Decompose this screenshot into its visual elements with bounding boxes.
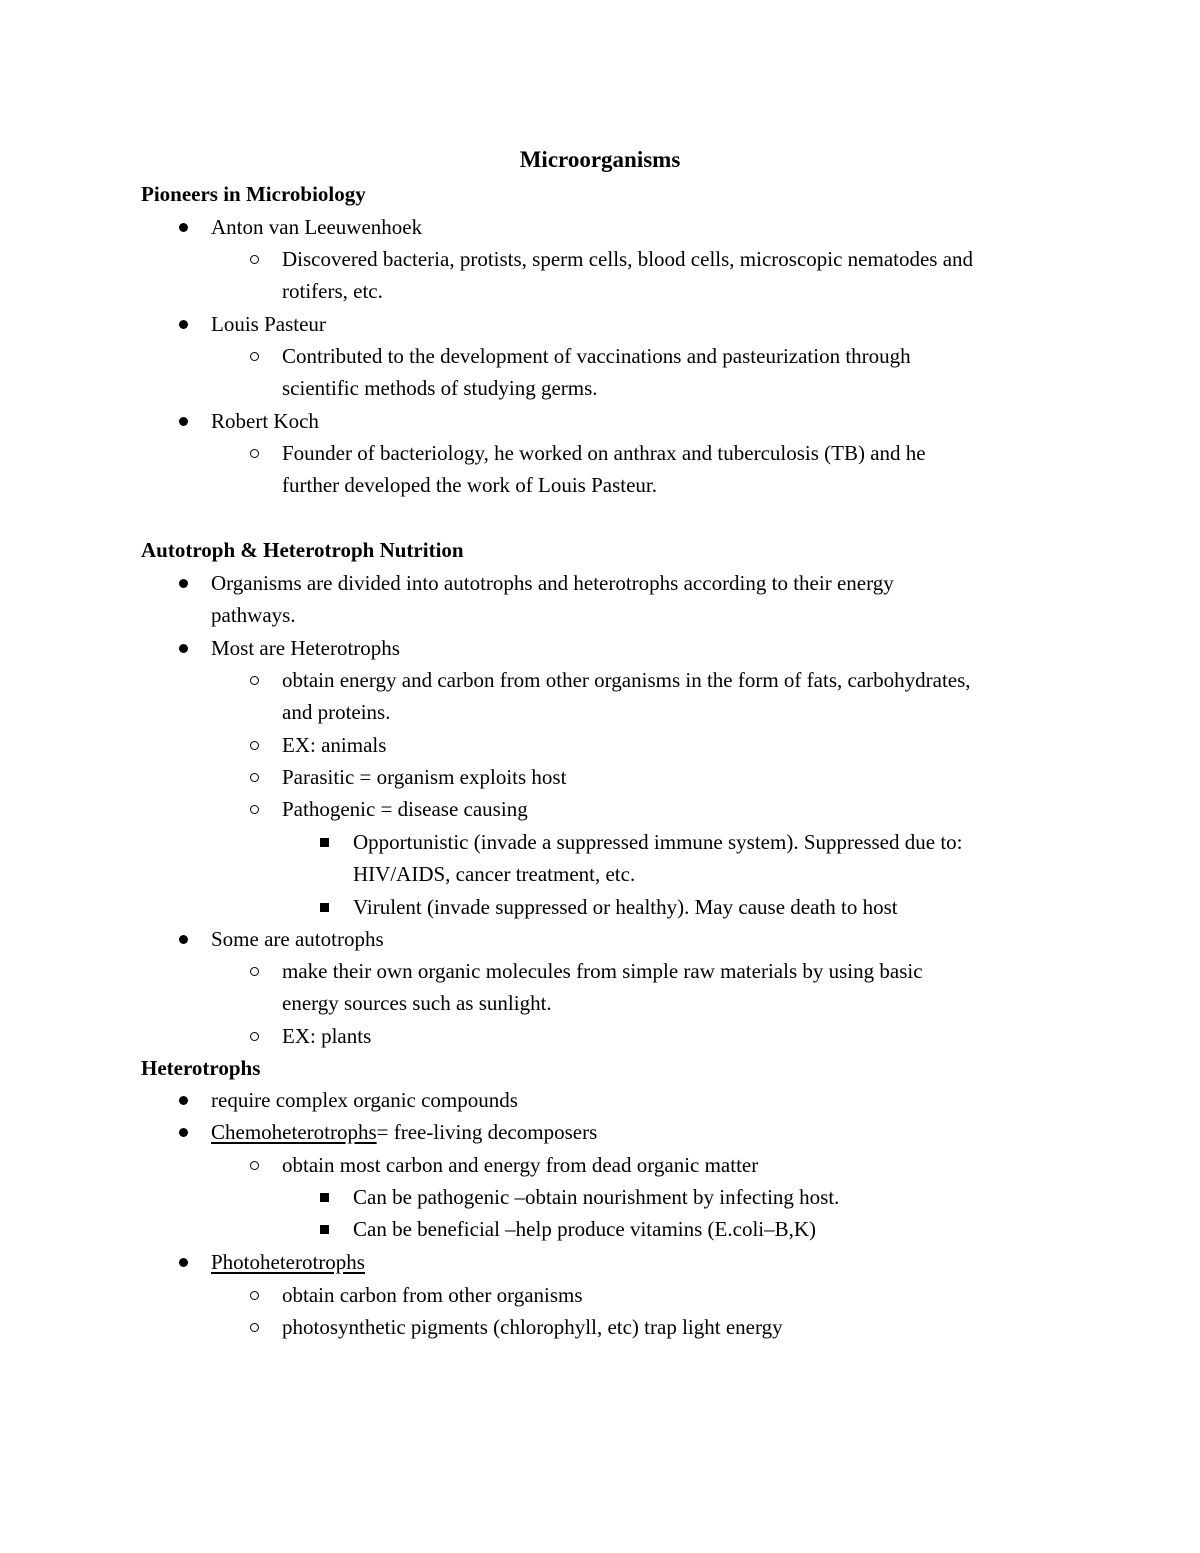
list-item: Opportunistic (invade a suppressed immune system). Suppressed due to:: [353, 830, 963, 854]
bullet-disc-icon: [179, 1096, 188, 1105]
term-definition: = free-living decomposers: [376, 1120, 598, 1144]
list-item-continuation: rotifers, etc.: [282, 279, 383, 303]
bullet-disc-icon: [179, 644, 188, 653]
list-item-continuation: scientific methods of studying germs.: [282, 376, 598, 400]
list-item-continuation: energy sources such as sunlight.: [282, 991, 552, 1015]
bullet-disc-icon: [179, 1258, 188, 1267]
bullet-circle-icon: [250, 773, 259, 782]
bullet-square-icon: [320, 1193, 329, 1202]
list-item: Virulent (invade suppressed or healthy). May cause death to host: [353, 895, 898, 919]
list-item: Discovered bacteria, protists, sperm cells, blood cells, microscopic nematodes and: [282, 247, 974, 271]
term-photoheterotrophs: Photoheterotrophs: [211, 1250, 365, 1274]
list-item: Can be pathogenic –obtain nourishment by infecting host.: [353, 1185, 840, 1209]
bullet-circle-icon: [250, 449, 259, 458]
bullet-circle-icon: [250, 255, 259, 264]
bullet-circle-icon: [250, 1032, 259, 1041]
term-chemoheterotrophs: Chemoheterotrophs: [211, 1120, 377, 1144]
bullet-circle-icon: [250, 805, 259, 814]
list-item: Founder of bacteriology, he worked on anthrax and tuberculosis (TB) and he: [282, 441, 926, 465]
list-item: EX: animals: [282, 733, 387, 757]
list-item: Can be beneficial –help produce vitamins (E.coli–B,K): [353, 1217, 817, 1241]
list-item-continuation: HIV/AIDS, cancer treatment, etc.: [353, 862, 636, 886]
list-item: obtain energy and carbon from other organisms in the form of fats, carbohydrates,: [282, 668, 971, 692]
bullet-disc-icon: [179, 579, 188, 588]
bullet-circle-icon: [250, 967, 259, 976]
list-item: [211, 1116, 597, 1148]
list-item: Some are autotrophs: [211, 927, 384, 951]
section-heading-heterotrophs: Heterotrophs: [141, 1056, 261, 1080]
list-item: Anton van Leeuwenhoek: [211, 215, 423, 239]
list-item: obtain carbon from other organisms: [282, 1283, 583, 1307]
list-item-continuation: pathways.: [211, 603, 296, 627]
bullet-disc-icon: [179, 935, 188, 944]
list-item: photosynthetic pigments (chlorophyll, etc) trap light energy: [282, 1315, 783, 1339]
bullet-circle-icon: [250, 352, 259, 361]
list-item: [211, 1246, 365, 1278]
list-item: Parasitic = organism exploits host: [282, 765, 567, 789]
bullet-square-icon: [320, 903, 329, 912]
section-heading-pioneers: Pioneers in Microbiology: [141, 182, 366, 206]
bullet-circle-icon: [250, 1291, 259, 1300]
list-item-continuation: and proteins.: [282, 700, 391, 724]
bullet-disc-icon: [179, 1128, 188, 1137]
bullet-disc-icon: [179, 417, 188, 426]
list-item: Organisms are divided into autotrophs and heterotrophs according to their energy: [211, 571, 894, 595]
bullet-circle-icon: [250, 741, 259, 750]
bullet-circle-icon: [250, 1161, 259, 1170]
bullet-square-icon: [320, 1225, 329, 1234]
section-heading-nutrition: Autotroph & Heterotroph Nutrition: [141, 538, 464, 562]
list-item-continuation: further developed the work of Louis Pasteur.: [282, 473, 657, 497]
bullet-circle-icon: [250, 1323, 259, 1332]
bullet-square-icon: [320, 838, 329, 847]
list-item: Louis Pasteur: [211, 312, 326, 336]
document-title: Microorganisms: [519, 147, 681, 172]
bullet-disc-icon: [179, 223, 188, 232]
list-item: Pathogenic = disease causing: [282, 797, 528, 821]
bullet-disc-icon: [179, 320, 188, 329]
list-item: obtain most carbon and energy from dead organic matter: [282, 1153, 759, 1177]
list-item: Most are Heterotrophs: [211, 636, 400, 660]
list-item: require complex organic compounds: [211, 1088, 518, 1112]
bullet-circle-icon: [250, 676, 259, 685]
list-item: EX: plants: [282, 1024, 372, 1048]
list-item: make their own organic molecules from simple raw materials by using basic: [282, 959, 923, 983]
list-item: Robert Koch: [211, 409, 319, 433]
list-item: Contributed to the development of vaccinations and pasteurization through: [282, 344, 911, 368]
